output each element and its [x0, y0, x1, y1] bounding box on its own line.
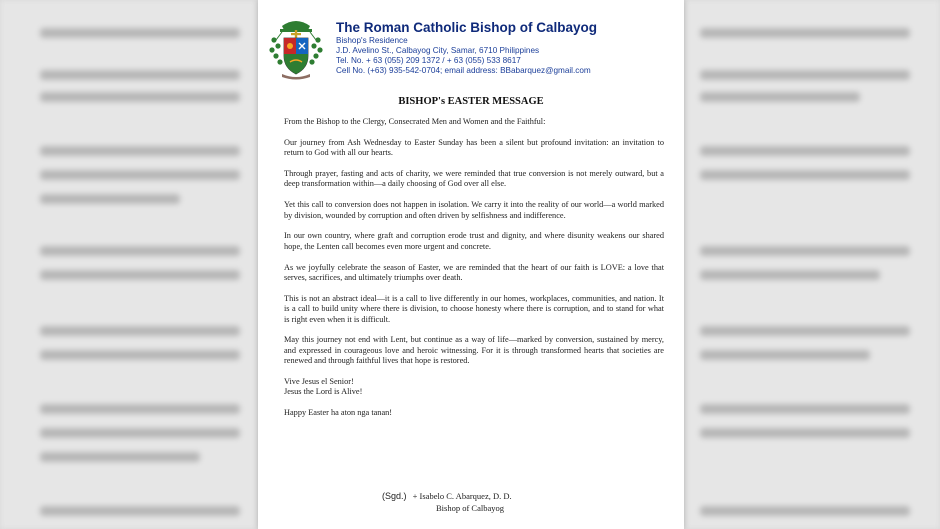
letterhead-address: J.D. Avelino St., Calbayog City, Samar, 6710 Philippines: [336, 46, 540, 55]
letterhead-text: [336, 20, 597, 76]
signatory-name: + Isabelo C. Abarquez, D. D.: [412, 491, 512, 501]
message-heading: BISHOP's EASTER MESSAGE: [398, 96, 544, 107]
closing-acclamation: [284, 377, 664, 398]
letterhead: [268, 18, 678, 80]
paragraph: As we joyfully celebrate the season of Easter, we are reminded that the heart of our faith is LOVE: a love that serves, sacrifices, and ultimately triumphs over death.: [284, 262, 664, 283]
paragraph: Through prayer, fasting and acts of charity, we were reminded that true conversion is not merely outward, but a deep transformation within—a daily choosing of God over all else.: [284, 169, 664, 189]
letterhead-tel: Tel. No. + 63 (055) 209 1372 / + 63 (055) 533 8617: [336, 56, 521, 65]
letterhead-title: The Roman Catholic Bishop of Calbayog: [336, 20, 598, 35]
signed-mark: (Sgd.): [382, 491, 407, 501]
paragraph: Our journey from Ash Wednesday to Easter Sunday has been a silent but profound invitation: an invitation to return to God with all our hearts.: [284, 137, 664, 158]
letterhead-cell: Cell No. (+63) 935-542-0704; email address: BBabarquez@gmail.com: [336, 66, 591, 75]
closing-greeting: Happy Easter ha aton nga tanan!: [284, 408, 393, 418]
closing-line: Vive Jesus el Senior!: [284, 377, 354, 387]
letter-page: [258, 0, 684, 529]
salutation: From the Bishop to the Clergy, Consecrated Men and Women and the Faithful:: [284, 117, 546, 126]
paragraph: This is not an abstract ideal—it is a call to live differently in our homes, workplaces, communities, and nation. It is a call to build unity where there is division, to choose honesty where there is corruption, and to stand for what is right even when it is difficult.: [284, 293, 664, 324]
closing-line: Jesus the Lord is Alive!: [284, 387, 363, 397]
signature-block: [382, 491, 512, 513]
letterhead-residence: Bishop's Residence: [336, 36, 408, 45]
paragraph: Yet this call to conversion does not happen in isolation. We carry it into the reality of our world—a world marked by division, wounded by corruption and often driven by selfishness and indifference.: [284, 200, 664, 220]
message-body: [284, 117, 664, 429]
paragraph: In our own country, where graft and corruption erode trust and dignity, and where disunity weakens our shared hope, the Lenten call becomes even more urgent and concrete.: [284, 231, 664, 251]
bishop-coat-of-arms-icon: [268, 18, 324, 80]
paragraph: May this journey not end with Lent, but continue as a way of life—marked by conversion, sustained by mercy, and expressed in courageous love and heroic witnessing. For it is through transformed hearts that societies are renewed and through faithful lives that hope is restored.: [284, 335, 664, 366]
signatory-title: Bishop of Calbayog: [436, 503, 504, 513]
